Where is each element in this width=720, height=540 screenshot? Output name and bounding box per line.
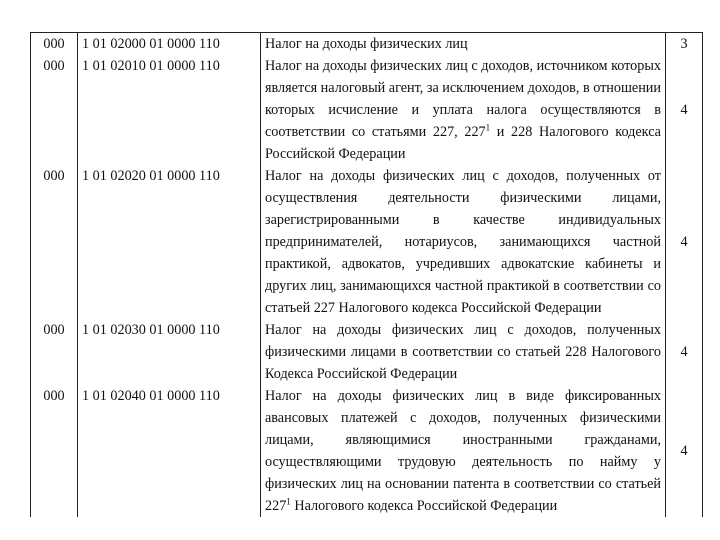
description-text: Налог на доходы физических лиц [265, 36, 468, 52]
number-cell: 4 [666, 55, 703, 165]
description-cell [261, 165, 666, 319]
table-row [31, 55, 703, 165]
admin-code-cell: 000 [31, 165, 78, 319]
number-cell: 3 [666, 33, 703, 56]
table-row [31, 385, 703, 517]
number-cell: 4 [666, 385, 703, 517]
description-part: Налог на доходы физических лиц с доходов, источником которых является налоговый агент, за исключением доходов, в отношении которых исчисление и уплата налога осуществляются в соответствии со статьями 227, 227 [265, 58, 661, 140]
admin-code-cell: 000 [31, 55, 78, 165]
table-row [31, 33, 703, 56]
table-row [31, 165, 703, 319]
description-part: Налог на доходы физических лиц в виде фиксированных авансовых платежей с доходов, полученных физическими лицами, являющимися иностранными гражданами, осуществляющими трудовую деятельность по найму у физических лиц на основании патента в соответствии со статьей 227 [265, 388, 661, 514]
description-text: Налог на доходы физических лиц с доходов, полученных от осуществления деятельности физическими лицами, зарегистрированными в качестве индивидуальных предпринимателей, нотариусов, занимающихся частной практикой, адвокатов, учредивших адвокатские кабинеты и других лиц, занимающихся частной практикой в соответствии со статьей 227 Налогового кодекса Российской Федерации [265, 168, 661, 316]
description-cell [261, 385, 666, 517]
number-cell: 4 [666, 319, 703, 385]
description-part: Налогового кодекса Российской Федерации [290, 498, 558, 514]
budget-code-cell: 1 01 02000 01 0000 110 [78, 33, 261, 56]
table-row [31, 319, 703, 385]
budget-code-cell: 1 01 02010 01 0000 110 [78, 55, 261, 165]
description-text [261, 385, 665, 517]
description-text: Налог на доходы физических лиц с доходов, полученных физическими лицами в соответствии со статьей 228 Налогового Кодекса Российской Федерации [265, 322, 661, 382]
description-text [261, 55, 665, 165]
admin-code-cell: 000 [31, 33, 78, 56]
budget-code-cell: 1 01 02040 01 0000 110 [78, 385, 261, 517]
budget-classification-table [30, 32, 703, 517]
description-cell [261, 319, 666, 385]
number-cell: 4 [666, 165, 703, 319]
description-part: и 228 Налогового кодекса Российской Федерации [265, 124, 661, 162]
superscript: 1 [286, 496, 291, 507]
budget-code-cell: 1 01 02020 01 0000 110 [78, 165, 261, 319]
description-cell [261, 55, 666, 165]
admin-code-cell: 000 [31, 385, 78, 517]
description-cell [261, 33, 666, 56]
superscript: 1 [485, 122, 491, 133]
admin-code-cell: 000 [31, 319, 78, 385]
budget-code-cell: 1 01 02030 01 0000 110 [78, 319, 261, 385]
